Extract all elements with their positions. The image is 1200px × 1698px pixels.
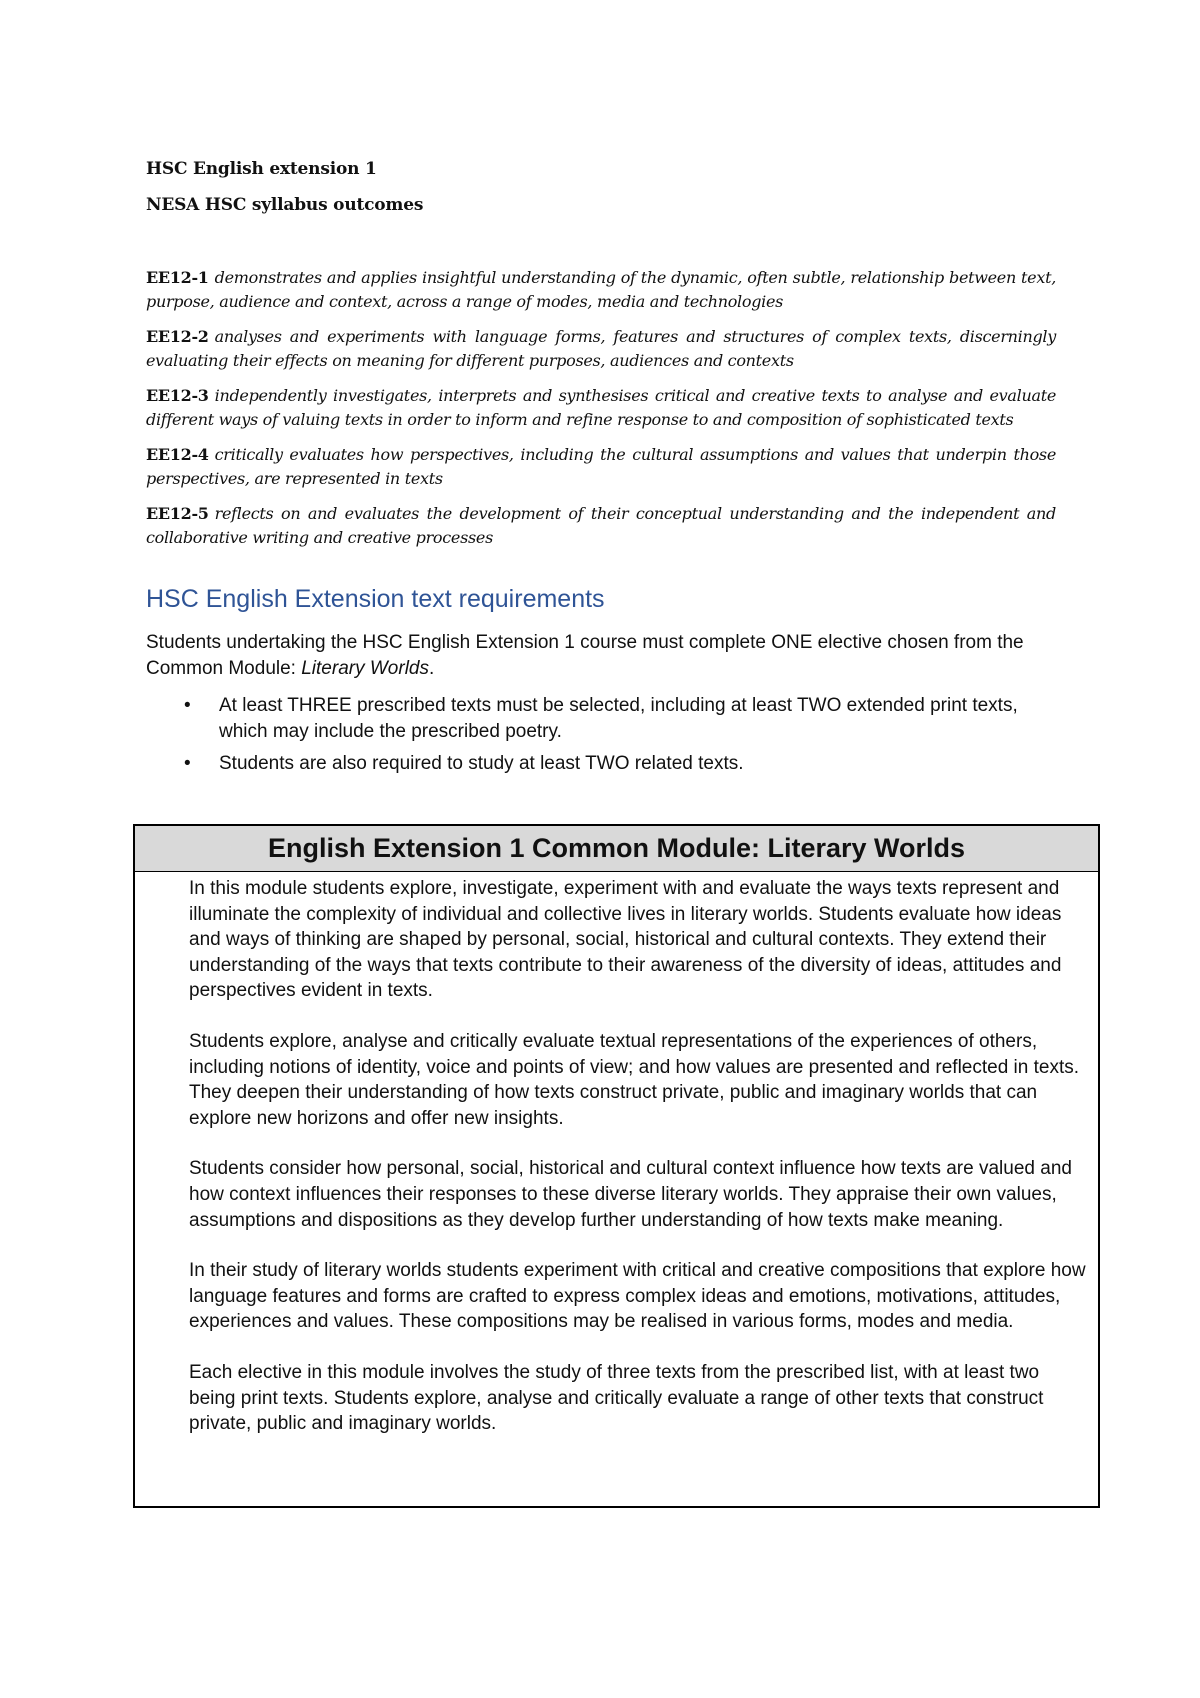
outcome-item <box>146 266 1056 313</box>
module-paragraph: Students consider how personal, social, historical and cultural context influence how texts are valued and how context influences their responses to these diverse literary worlds. They appraise their own values, assumptions and dispositions as they develop further understanding of how texts make meaning. <box>189 1158 1072 1231</box>
outcome-description: critically evaluates how perspectives, including the cultural assumptions and values that underpin those perspectives, are represented in texts <box>146 445 1056 488</box>
module-name-italic: Literary Worlds <box>301 658 429 679</box>
document-title: HSC English extension 1 <box>146 159 377 179</box>
outcome-code: EE12-4 <box>146 445 209 464</box>
module-title: English Extension 1 Common Module: Literary Worlds <box>135 826 1098 872</box>
module-paragraph: Each elective in this module involves the study of three texts from the prescribed list, with at least two being print texts. Students explore, analyse and critically evaluate a range of other texts that construct private, public and imaginary worlds. <box>189 1361 1044 1435</box>
outcome-item <box>146 443 1056 490</box>
bullet-icon: • <box>184 695 191 716</box>
requirements-intro-end: . <box>428 658 435 679</box>
requirements-intro <box>146 630 1046 682</box>
module-box <box>133 824 1100 1508</box>
outcome-description: demonstrates and applies insightful understanding of the dynamic, often subtle, relationship between text, purpose, audience and context, across a range of modes, media and technologies <box>146 268 1056 311</box>
module-paragraph: Students explore, analyse and critically evaluate textual representations of the experiences of others, including notions of identity, voice and points of view; and how values are presented and reflected in texts. They deepen their understanding of how texts construct private, public and imaginary worlds that can explore new horizons and offer new insights. <box>189 1030 1080 1129</box>
module-paragraph: In this module students explore, investigate, experiment with and evaluate the ways texts represent and illuminate the complexity of individual and collective lives in literary worlds. Students evaluate how ideas and ways of thinking are shaped by personal, social, historical and cultural contexts. They extend their understanding of the ways that texts contribute to their awareness of the diversity of ideas, attitudes and perspectives evident in texts. <box>189 878 1062 1002</box>
outcome-item <box>146 325 1056 372</box>
document-subtitle: NESA HSC syllabus outcomes <box>146 195 424 215</box>
requirements-heading: HSC English Extension text requirements <box>146 585 605 613</box>
module-paragraph: In their study of literary worlds students experiment with critical and creative compositions that explore how language features and forms are crafted to express complex ideas and emotions, motivations, attitudes, experiences and values. These compositions may be realised in various forms, modes and media. <box>189 1260 1086 1333</box>
outcome-description: analyses and experiments with language forms, features and structures of complex texts, discerningly evaluating their effects on meaning for different purposes, audiences and contexts <box>146 327 1056 370</box>
outcomes-list <box>146 266 1056 561</box>
list-item <box>146 693 1046 745</box>
list-item-text: Students are also required to study at least TWO related texts. <box>219 753 744 774</box>
outcome-description: independently investigates, interprets and synthesises critical and creative texts to analyse and evaluate different ways of valuing texts in order to inform and refine response to and composition of sophisticated texts <box>146 386 1056 429</box>
list-item-text: At least THREE prescribed texts must be selected, including at least TWO extended print texts, which may include the prescribed poetry. <box>219 695 1018 742</box>
outcome-code: EE12-3 <box>146 386 209 405</box>
outcome-code: EE12-5 <box>146 504 209 523</box>
outcome-item <box>146 502 1056 549</box>
outcome-description: reflects on and evaluates the development of their conceptual understanding and the independent and collaborative writing and creative processes <box>146 504 1056 547</box>
outcome-code: EE12-1 <box>146 268 209 287</box>
requirements-list <box>146 693 1046 783</box>
module-description <box>135 872 1098 1437</box>
outcome-item <box>146 384 1056 431</box>
outcome-code: EE12-2 <box>146 327 209 346</box>
bullet-icon: • <box>184 753 191 774</box>
requirements-intro-text: Students undertaking the HSC English Extension 1 course must complete ONE elective chosen from the Common Module: <box>146 632 1024 679</box>
list-item <box>146 751 1046 777</box>
